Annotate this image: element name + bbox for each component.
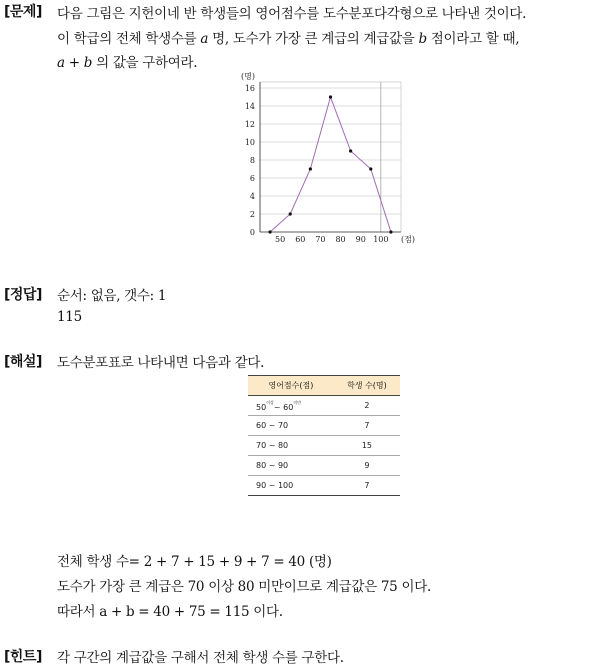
- table-row: [248, 456, 400, 476]
- frequency-table-wrap: [248, 375, 400, 496]
- y-unit-label: (명): [241, 72, 255, 81]
- table-cell-count: 9: [334, 456, 400, 476]
- table-cell-class: [248, 396, 334, 416]
- table-cell-count: 7: [334, 416, 400, 436]
- x-tick-label: 50: [275, 235, 286, 244]
- answer-value: 115: [57, 309, 82, 325]
- table-cell-class: 60 ~ 70: [248, 416, 334, 436]
- problem-tag: [문제]: [4, 4, 42, 20]
- series-line: [270, 97, 391, 232]
- chart-grid: [260, 82, 401, 232]
- table-row: [248, 416, 400, 436]
- y-tick-label: 8: [249, 156, 255, 165]
- table-cell-count: 2: [334, 396, 400, 416]
- explanation-line-2: 도수가 가장 큰 계급은 70 이상 80 미만이므로 계급값은 75 이다.: [57, 579, 431, 595]
- expr-a-plus-b: a + b: [57, 55, 93, 71]
- data-point: [369, 167, 372, 170]
- problem-line-3: [57, 51, 197, 71]
- y-tick-label: 14: [244, 102, 255, 111]
- answer-tag: [정답]: [4, 287, 42, 303]
- data-point: [389, 230, 392, 233]
- explanation-line-3: 따라서 a + b = 40 + 75 = 115 이다.: [57, 604, 283, 620]
- chart-frame: [260, 82, 401, 232]
- table-cell-class: 70 ~ 80: [248, 436, 334, 456]
- class-sup-low: 이상: [266, 399, 274, 405]
- class-low: 50: [256, 402, 267, 412]
- x-tick-label: 100: [373, 235, 389, 244]
- x-unit-label: (점): [401, 235, 415, 244]
- frequency-table: [248, 375, 400, 496]
- problem-line-2: [57, 27, 519, 47]
- data-point: [268, 230, 271, 233]
- class-sup-high: 미만: [293, 399, 302, 405]
- explanation-intro: 도수분포표로 나타내면 다음과 같다.: [57, 355, 265, 371]
- problem-text: 점이라고 할 때,: [426, 31, 520, 47]
- table-row: [248, 476, 400, 496]
- x-tick-label: 90: [355, 235, 366, 244]
- chart-axes: [260, 82, 401, 232]
- table-cell-class: 90 ~ 100: [248, 476, 334, 496]
- hint-tag: [힌트]: [4, 649, 42, 665]
- frequency-polygon-chart: [228, 68, 415, 248]
- var-b: b: [418, 31, 427, 47]
- class-high: ~ 60: [273, 402, 294, 412]
- data-point: [289, 212, 292, 215]
- var-a: a: [200, 31, 209, 47]
- table-cell-class: 80 ~ 90: [248, 456, 334, 476]
- explanation-line-1: 전체 학생 수= 2 + 7 + 15 + 9 + 7 = 40 (명): [57, 554, 332, 570]
- table-header: 학생 수(명): [334, 376, 400, 396]
- x-tick-label: 80: [335, 235, 346, 244]
- y-tick-label: 12: [244, 120, 255, 129]
- y-tick-label: 4: [249, 192, 255, 201]
- explanation-tag: [해설]: [4, 354, 42, 370]
- y-tick-label: 6: [249, 174, 255, 183]
- problem-text: 의 값을 구하여라.: [92, 55, 198, 71]
- y-tick-label: 16: [244, 84, 255, 93]
- data-point: [349, 149, 352, 152]
- chart-series: [268, 95, 392, 233]
- table-cell-count: 15: [334, 436, 400, 456]
- table-row: [248, 396, 400, 416]
- table-header-row: [248, 376, 400, 396]
- chart-ticks: [245, 84, 389, 244]
- problem-line-1: 다음 그림은 지헌이네 반 학생들의 영어점수를 도수분포다각형으로 나타낸 것이다.: [57, 6, 527, 22]
- table-cell-count: 7: [334, 476, 400, 496]
- data-point: [329, 95, 332, 98]
- table-row: [248, 436, 400, 456]
- hint-text: 각 구간의 계급값을 구해서 전체 학생 수를 구한다.: [57, 650, 344, 666]
- y-tick-label: 10: [244, 138, 255, 147]
- y-tick-label: 0: [249, 228, 255, 237]
- answer-meta: 순서: 없음, 갯수: 1: [57, 288, 167, 304]
- problem-text: 명, 도수가 가장 큰 계급의 계급값을: [208, 31, 419, 47]
- table-header: 영어점수(점): [248, 376, 334, 396]
- data-point: [309, 167, 312, 170]
- x-tick-label: 70: [315, 235, 326, 244]
- x-tick-label: 60: [295, 235, 306, 244]
- problem-text: 이 학급의 전체 학생수를: [57, 31, 201, 47]
- y-tick-label: 2: [249, 210, 255, 219]
